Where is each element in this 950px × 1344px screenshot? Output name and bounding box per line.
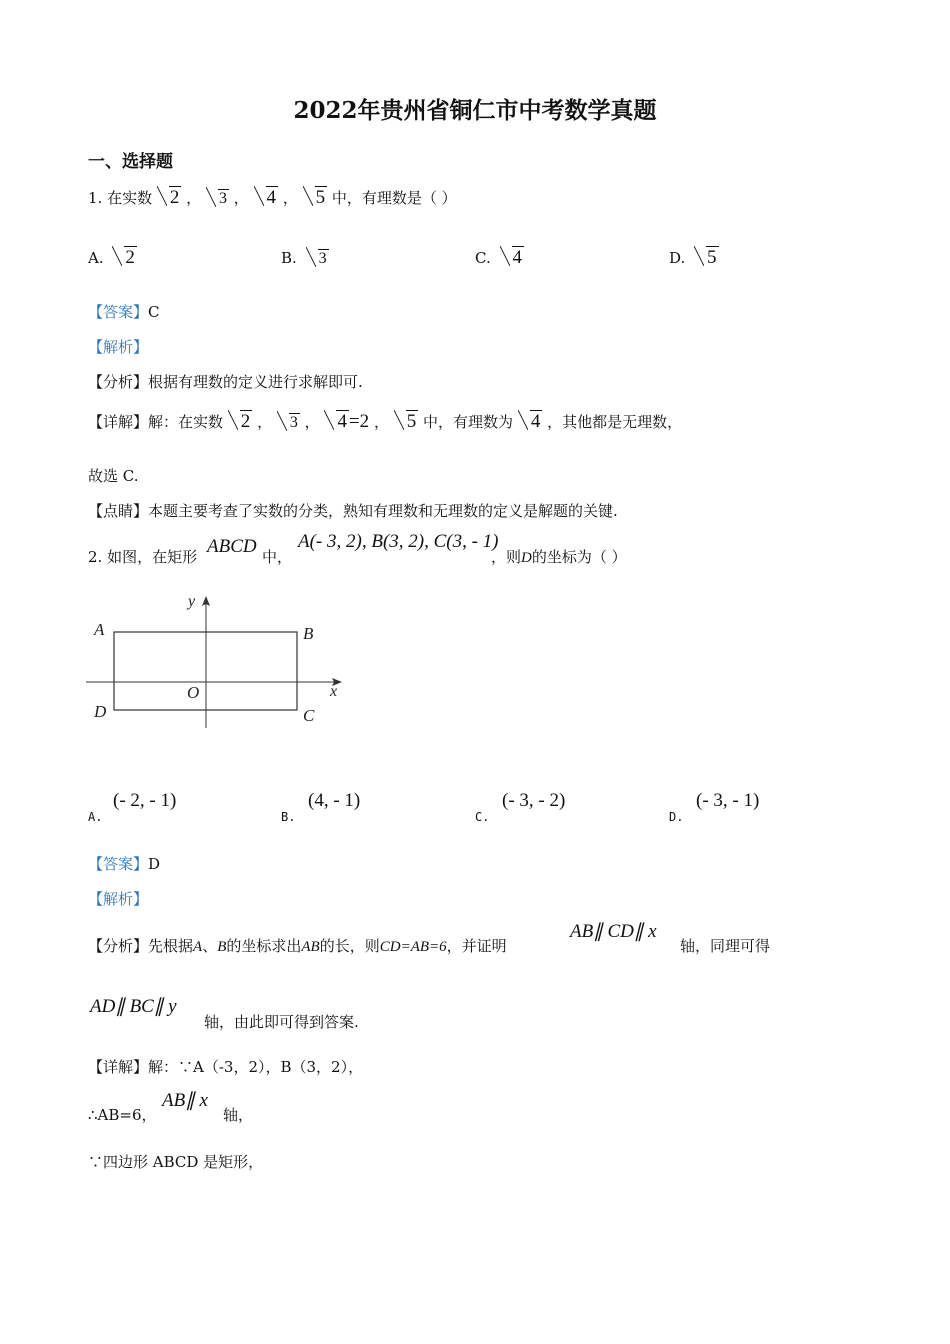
q2-parallel-3: AB∥ x <box>162 1090 208 1111</box>
q2-zhong: 中， <box>262 548 293 566</box>
q2-option-b-value: (4, - 1) <box>308 790 361 811</box>
q1-option-c: C. 4 <box>475 247 522 268</box>
section-heading: 一、选择题 <box>88 152 173 172</box>
q1-stem: 1. 在实数 2 ， 3 ， 4 ， 5 中，有理数是（ ） <box>88 187 457 208</box>
q2-option-b-label: B. <box>281 810 296 824</box>
q1-detail: 【详解】解：在实数 2 ， 3 ， 4 =2 ， 5 中，有理数为 4 ，其他都是无理数， <box>88 411 683 432</box>
label-b: B <box>303 624 314 643</box>
answer-tag: 【答案】 <box>88 303 149 321</box>
q1-guxuan: 故选 C. <box>88 467 139 485</box>
label-x: x <box>330 683 338 700</box>
q1-analysis-tag: 【解析】 <box>88 338 149 356</box>
q2-option-c-label: C. <box>475 810 490 824</box>
q2-option-d-label: D. <box>669 810 684 824</box>
label-o: O <box>187 683 200 702</box>
q2-answer <box>88 854 160 874</box>
q1-option-a: A. 2 <box>88 247 135 268</box>
q1-fenxi: 【分析】根据有理数的定义进行求解即可. <box>88 373 363 391</box>
sqrt-5: 5 <box>303 188 328 208</box>
q1-prefix: 1. 在实数 <box>88 189 153 207</box>
q2-detail-line2-end: 轴， <box>223 1106 254 1124</box>
q1-option-b: B. 3 <box>281 249 327 267</box>
q2-analysis-tag: 【解析】 <box>88 890 149 908</box>
answer-value: D <box>148 855 161 873</box>
q2-detail-line3: ∵四边形 ABCD 是矩形， <box>88 1153 264 1171</box>
label-y: y <box>188 593 196 610</box>
q2-parallel-1: AB∥ CD∥ x <box>570 921 657 942</box>
q2-coords: A(- 3, 2), B(3, 2), C(3, - 1) <box>298 531 499 552</box>
label-d: D <box>94 702 107 721</box>
q2-option-d-value: (- 3, - 1) <box>696 790 760 811</box>
q2-rect-name: ABCD <box>207 536 257 557</box>
q1-answer <box>88 302 160 322</box>
answer-value: C <box>148 303 160 321</box>
answer-tag: 【答案】 <box>88 855 149 873</box>
q2-parallel-2: AD∥ BC∥ y <box>90 996 177 1017</box>
page-title: 2022年贵州省铜仁市中考数学真题 <box>293 97 657 124</box>
q2-prefix: 2. 如图，在矩形 <box>88 548 198 566</box>
sqrt-2: 2 <box>157 188 182 208</box>
rectangle-figure <box>84 590 354 735</box>
q2-option-a-value: (- 2, - 1) <box>113 790 177 811</box>
q2-detail-line1: 【详解】解：∵A（-3，2），B（3，2）， <box>88 1058 364 1076</box>
label-c: C <box>303 706 315 725</box>
q1-suffix: 中，有理数是（ ） <box>331 189 457 207</box>
q2-fenxi-line1: 【分析】先根据A、B的坐标求出AB的长，则CD=AB=6，并证明 <box>88 937 507 955</box>
q2-suffix: ，则D的坐标为（ ） <box>491 548 627 566</box>
label-a: A <box>94 620 105 639</box>
q1-option-d: D. 5 <box>669 247 717 268</box>
sqrt-4: 4 <box>254 188 279 208</box>
sqrt-3: 3 <box>206 189 229 209</box>
q2-fenxi-line1-end: 轴，同理可得 <box>680 937 771 955</box>
q2-fenxi-line2: 轴，由此即可得到答案. <box>204 1013 359 1031</box>
q2-option-c-value: (- 3, - 2) <box>502 790 566 811</box>
q1-dianjing: 【点睛】本题主要考查了实数的分类，熟知有理数和无理数的定义是解题的关键. <box>88 502 618 520</box>
q2-option-a-label: A. <box>88 810 103 824</box>
q2-detail-line2: ∴AB=6， <box>88 1106 157 1124</box>
